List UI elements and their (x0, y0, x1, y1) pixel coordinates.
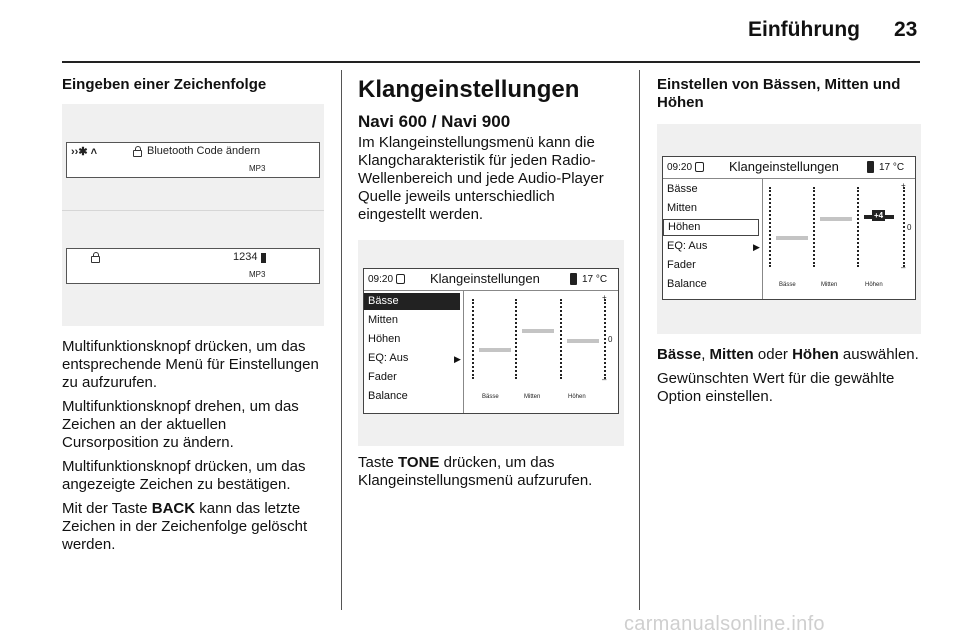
menu-item-balance[interactable]: Balance (368, 390, 408, 402)
text-run: drücken, um das Klangeinstellungsmenü aufzurufen. (358, 454, 593, 489)
tone-paragraph (358, 454, 624, 490)
page-header-title: Einführung (748, 18, 860, 41)
eq-scale-mitten (857, 187, 859, 267)
menu-item-eq[interactable]: EQ: Aus (368, 352, 409, 364)
screen-title: Klangeinstellungen (430, 271, 540, 286)
text-run: Taste (358, 454, 399, 471)
menu-item-hoehen[interactable]: Höhen (368, 333, 401, 345)
menu-item-eq[interactable]: EQ: Aus (667, 240, 708, 252)
clock: 09:20 (667, 162, 693, 173)
scale-zero: 0 (907, 223, 912, 232)
paragraph-1: Multifunktionsknopf drücken, um das entsprechende Menü für Einstellungen zu aufzurufen. (62, 338, 319, 391)
sound-menu (364, 291, 464, 413)
eq-label-hoehen: Höhen (568, 394, 586, 400)
menu-item-mitten[interactable]: Mitten (368, 314, 398, 326)
eq-label-baesse: Bässe (482, 394, 499, 400)
character-entry-screenshot (62, 104, 324, 326)
scale-plus: + (901, 181, 906, 190)
eq-scale-hoehen (604, 299, 606, 379)
eq-scale-baesse (813, 187, 815, 267)
header-rule (62, 61, 920, 63)
sound-settings-screenshot-2 (657, 124, 921, 334)
paragraph-4 (62, 500, 324, 554)
paragraph-2: Multifunktionsknopf drehen, um das Zeichen an der aktuellen Cursorposition zu ändern. (62, 398, 299, 451)
lock-icon (91, 256, 100, 263)
section-heading-einstellen: Einstellen von Bässen, Mitten und Höhen (657, 76, 901, 111)
page-number: 23 (894, 18, 918, 41)
status-bar (663, 157, 915, 179)
phone-icon (570, 273, 577, 285)
key-tone: TONE (398, 454, 440, 471)
column-3 (657, 76, 921, 406)
text-run: oder (753, 346, 793, 363)
term-mitten: Mitten (709, 346, 754, 363)
eq-label-mitten: Mitten (821, 282, 838, 288)
eq-scale-left (769, 187, 771, 267)
bluetooth-icon: ››✱ ˄ (71, 146, 98, 158)
status-bar (364, 269, 618, 291)
traffic-icon (695, 162, 704, 172)
eq-scale-mitten (560, 299, 562, 379)
term-hoehen: Höhen (792, 346, 839, 363)
column-2 (358, 76, 624, 490)
eq-bar-mitten (820, 217, 852, 221)
code-entry-text: 1234 (233, 251, 258, 263)
chevron-right-icon: ▶ (753, 242, 760, 252)
display-line-1 (66, 142, 320, 178)
sound-menu (663, 179, 763, 299)
scale-minus: – (901, 263, 906, 272)
value-badge: +4 (874, 211, 884, 220)
display-line-2-sub: MP3 (249, 270, 266, 279)
text-run: Mit der Taste (62, 500, 152, 517)
screen-display (363, 268, 619, 414)
text-run: auswählen. (838, 346, 919, 363)
menu-item-baesse[interactable]: Bässe (364, 293, 460, 310)
column-divider-2 (639, 70, 640, 610)
eq-label-baesse: Bässe (779, 282, 796, 288)
clock: 09:20 (368, 274, 394, 285)
traffic-icon (396, 274, 405, 284)
screen-title: Klangeinstellungen (729, 159, 839, 174)
screenshot-separator (62, 210, 324, 211)
menu-item-balance[interactable]: Balance (667, 278, 707, 290)
display-line-1-sub: MP3 (249, 164, 266, 173)
eq-bar-mitten (522, 329, 554, 333)
column-1 (62, 76, 324, 554)
eq-scale-hoehen (903, 187, 905, 267)
column-divider-1 (341, 70, 342, 610)
scale-minus: – (602, 375, 607, 384)
select-paragraph (657, 346, 921, 364)
term-baesse: Bässe (657, 346, 702, 363)
menu-item-fader[interactable]: Fader (368, 371, 397, 383)
menu-item-baesse[interactable]: Bässe (667, 183, 698, 195)
eq-bar-baesse (776, 236, 808, 240)
eq-bar-baesse (479, 348, 511, 352)
chevron-right-icon: ▶ (454, 354, 461, 364)
watermark: carmanualsonline.info (624, 613, 825, 635)
text-run: , (701, 346, 710, 363)
eq-scale-baesse (515, 299, 517, 379)
intro-paragraph: Im Klangeinstellungsmenü kann die Klangcharakteristik für jeden Radio-Wellenbereich und jede Audio-Player Quelle jeweils unterschiedlich eingestellt werden. (358, 134, 604, 223)
lock-icon (133, 150, 142, 157)
scale-zero: 0 (608, 335, 613, 344)
display-line-1-text: Bluetooth Code ändern (147, 145, 261, 157)
eq-label-hoehen: Höhen (865, 282, 883, 288)
menu-item-hoehen[interactable]: Höhen (663, 219, 759, 236)
eq-scale-left (472, 299, 474, 379)
key-back: BACK (151, 500, 196, 517)
menu-item-fader[interactable]: Fader (667, 259, 696, 271)
scale-plus: + (602, 293, 607, 302)
text-run: kann das letzte Zeichen in der Zeichenfolge gelöscht werden. (62, 500, 308, 553)
menu-item-mitten[interactable]: Mitten (667, 202, 697, 214)
eq-bar-hoehen (567, 339, 599, 343)
section-heading-zeichenfolge: Eingeben einer Zeichenfolge (62, 76, 267, 93)
value-paragraph: Gewünschten Wert für die gewählte Option einstellen. (657, 370, 895, 405)
eq-label-mitten: Mitten (524, 394, 541, 400)
cursor-block (261, 253, 266, 263)
display-line-2 (66, 248, 320, 284)
temperature: 17 °C (879, 162, 905, 173)
sound-settings-screenshot-1 (358, 240, 624, 446)
subheading-navi: Navi 600 / Navi 900 (358, 112, 511, 131)
screen-display (662, 156, 916, 300)
section-heading-klangeinstellungen: Klangeinstellungen (358, 76, 580, 103)
phone-icon (867, 161, 874, 173)
paragraph-3: Multifunktionsknopf drücken, um das angezeigte Zeichen zu bestätigen. (62, 458, 306, 493)
temperature: 17 °C (582, 274, 608, 285)
